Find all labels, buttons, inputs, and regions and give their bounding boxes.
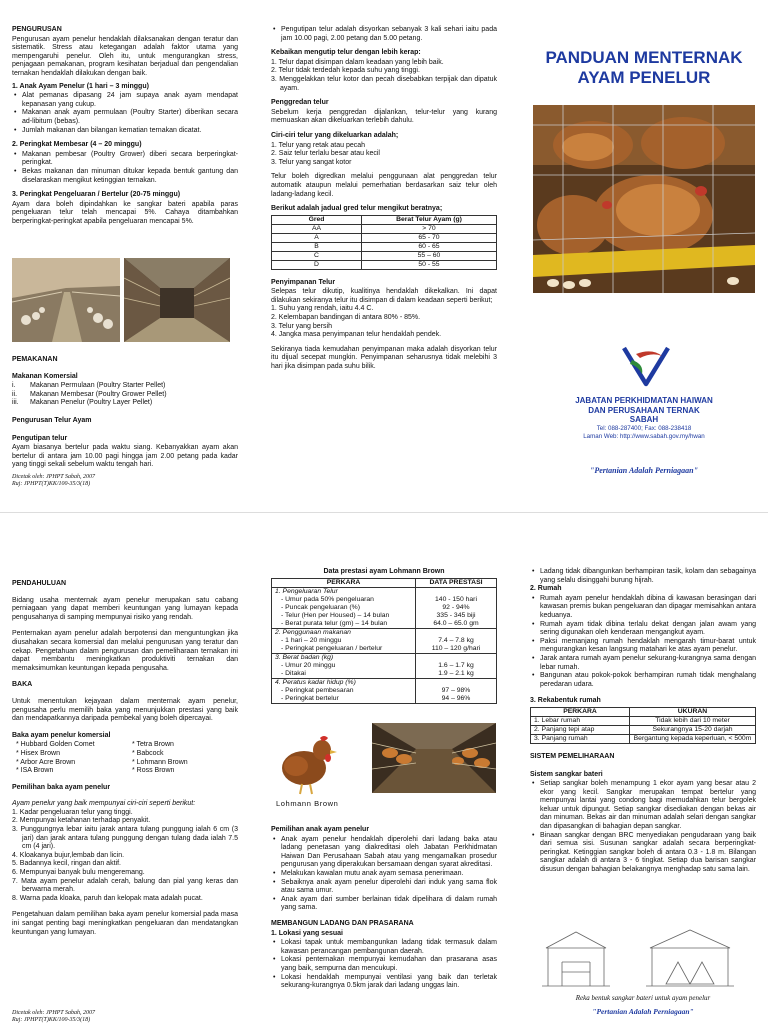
pengutipan-heading: Pengutipan telur	[12, 434, 68, 442]
table-row: 2. Penggunaan makanan - 1 hari – 20 minggu - Peringkat pengeluaran / bertelur 7.4 – 7.8 kg 110 – 120 g/hari	[272, 628, 497, 653]
list-item: * Tetra Brown	[132, 741, 174, 749]
table-row: A 65 - 70	[272, 233, 497, 242]
penggredan-text: Sebelum kerja penggredan dijalankan, telur-telur yang kurang memuaskan akan dikeluarkan terlebih dahulu.	[271, 108, 497, 125]
kebaikan-list	[271, 59, 497, 93]
cover-title	[528, 48, 760, 88]
lohmann-table-title: Data prestasi ayam Lohmann Brown	[323, 568, 445, 575]
list-item: • Lokasi tapak untuk membangunkan ladang tidak termasuk dalam kawasan perancangan pembangunan daerah.	[281, 939, 497, 956]
list-item: • Rumah ayam penelur hendaklah dibina di kawasan berasingan dari kawasan premis bukan pengeluaran dan dipagar memisahkan antara keduanya.	[540, 595, 756, 621]
list-item: • Lokasi penternakan mempunyai kemudahan dan prasarana asas yang baik, sempurna dan mencukupi.	[281, 956, 497, 973]
baka-text: Untuk menentukan kejayaan dalam menternak ayam penelur, pengusaha perlu memilih baka yang menunjukkan prestasi yang baik dan mendapatkannya daripada pembekal yang boleh dipercayai.	[12, 697, 238, 723]
table-header: Gred	[272, 215, 362, 224]
list-item: • Jarak antara rumah ayam penelur sekurang-kurangnya sama dengan lebar rumah.	[540, 655, 756, 672]
ciri-heading: Ciri-ciri telur yang dikeluarkan adalah;	[271, 131, 399, 139]
ciri-list	[271, 142, 497, 168]
cage-diagram-caption: Reka bentuk sangkar bateri untuk ayam penelur	[575, 994, 711, 1002]
list-item: • Anak ayam penelur hendaklah diperolehi dari ladang baka atau ladang penetasan yang diakreditasi oleh Jabatan Perkhidmatan Haiwan Dan Perusahaan Sabah atau yang mengamalkan prosedur pengurusan yang diperakukan bersamaan dengan syarat akreditasi.	[281, 836, 497, 870]
sekiranya-text: Sekiranya tiada kemudahan penyimpanan maka adalah disyorkan telur itu dijual secepat mungkin. Penyimpanan seharusnya tidak melebihi 3 hari jika disimpan pada suhu bilik.	[271, 345, 497, 371]
table-header: Berat Telur Ayam (g)	[362, 215, 497, 224]
list-item: 1. Kadar pengeluaran telur yang tinggi.	[12, 808, 133, 816]
table-row: 3. Panjang rumah Bergantung kepada keperluan, < 500m	[531, 734, 756, 743]
pendahuluan-heading: PENDAHULUAN	[12, 580, 67, 587]
list-item: 6. Mempunyai banyak bulu mengeremang.	[12, 869, 145, 877]
list-item: • Ladang tidak dibangunkan berhampiran tasik, kolam dan sebagainya yang selalu disinggahi burung hijrah.	[540, 568, 756, 585]
section-3-text: Ayam dara boleh dipindahkan ke sangkar bateri apabila paras pengeluaran telur telah mencapai 5%. Cahaya ditambahkan berperingkat-peringkat apabila pengeluaran mencapai 5%.	[12, 200, 238, 225]
pengetahuan-text: Pengetahuan dalam pemilihan baka ayam penelur komersial pada masa ini sangat penting bagi meningkatkan pengeluaran dan mendatangkan keuntungan yang lumayan.	[12, 911, 238, 936]
penyimpanan-text: Selepas telur dikutip, kualitinya hendaklah dikekalkan. Ini dapat dilakukan sekiranya telur itu disimpan di dalam keadaan seperti berikut;	[271, 288, 497, 304]
gred-text: Telur boleh digredkan melalui penggunaan alat penggredan telur automatik ataupun melalui pemerhatian berdasarkan saiz telur oleh ladang-ladang kecil.	[271, 173, 497, 198]
list-item: • Setiap sangkar boleh menampung 1 ekor ayam yang besar atau 2 ekor yang kecil. Sangkar merupakan tempat bertelur yang mempunyai lantai yang condong bagi memudahkan telur bergolek keluar untuk dipungut. Setiap sangkar disediakan dengan bekas air dan minuman. Bekas air dan minuman adalah selari dengan sangkar dan dipasangkan di bahagian depan sangkar.	[540, 780, 756, 832]
printed-by: Dicetak oleh: JPHPT Sabah, 2007	[12, 1010, 96, 1016]
battery-cage-photo	[124, 258, 230, 342]
list-item: 3. Punggungnya lebar iaitu jarak antara tulang punggung ialah 6 cm (3 jari) dan jarak antara tulang punggung dengan tulang dada ialah 7.5 cm (4 jari).	[12, 826, 238, 851]
sangkar-heading: Sistem sangkar bateri	[530, 770, 603, 778]
list-item: 1. Telur yang retak atau pecah	[271, 141, 366, 149]
list-item: * Lohmann Brown	[132, 758, 188, 766]
list-item: * Hisex Brown	[16, 749, 60, 757]
baka-komersial-heading: Baka ayam penelur komersial	[12, 731, 111, 739]
list-item: 1. Suhu yang rendah, iaitu 4.4 C.	[271, 305, 374, 313]
panel-bottom-right	[530, 568, 756, 875]
dvs-logo-icon	[622, 344, 670, 388]
ladang-bullet	[530, 568, 756, 585]
pendahuluan-p2: Penternakan ayam penelur adalah berpotensi dan menguntungkan jika diusahakan secara komersial dan melalui pengurusan yang teratur dan cekap. Pengetahuan dalam pengurusan dan pemeliharaan ternakan ini dapat membantu meningkatkan produktiviti ternakan dan memaksimumkan keuntungan kepada pengusaha.	[12, 630, 238, 672]
list-item: iii. Makanan Penelur (Poultry Layer Pellet)	[12, 399, 153, 407]
list-item: 2. Telur tidak terdedah kepada suhu yang tinggi.	[271, 67, 420, 75]
pemilihan-intro: Ayam penelur yang baik mempunyai ciri-ciri seperti berikut:	[12, 800, 196, 808]
list-item: 4. Kloakanya bujur,lembab dan licin.	[12, 851, 125, 859]
list-item: * ISA Brown	[16, 767, 54, 775]
table-row: C 55 – 60	[272, 251, 497, 260]
table-row: 3. Berat badan (kg) - Umur 20 minggu - Ditakai 1.6 – 1.7 kg 1.9 – 2.1 kg	[272, 653, 497, 678]
fold-divider	[0, 512, 768, 513]
panel-bottom-left-footer	[12, 1010, 238, 1024]
slogan: "Pertanian Adalah Perniagaan"	[589, 466, 699, 475]
list-item: 8. Warna pada kloaka, paruh dan kelopak mata adalah pucat.	[12, 894, 203, 902]
panel-bottom-left	[12, 576, 238, 941]
list-item: • Bangunan atau pokok-pokok berhampiran rumah tidak menghalang peredaran udara.	[540, 672, 756, 689]
rumah-list	[530, 595, 756, 690]
panel-top-left-lower	[12, 352, 238, 488]
reference-number: Ruj: JPHPT(T)KK/100-35/3(18)	[12, 1017, 91, 1023]
agency-name: JABATAN PERKHIDMATAN HAIWAN DAN PERUSAHAAN TERNAK SABAH	[575, 396, 713, 424]
battery-cage-diagram	[540, 928, 756, 988]
baka-list	[12, 741, 238, 775]
list-item: • Pengutipan telur adalah disyorkan sebanyak 3 kali sehari iaitu pada jam 10.00 pagi, 2.00 petang dan 5.00 petang.	[281, 26, 497, 43]
printed-by: Dicetak oleh: JPHPT Sabah, 2007	[12, 473, 96, 480]
panel-top-left	[12, 26, 238, 230]
section-2-heading: 2. Peringkat Membesar (4 – 20 minggu)	[12, 141, 142, 149]
panel-bottom-middle-lower	[271, 822, 497, 991]
penyimpanan-list	[271, 305, 497, 339]
table-header: UKURAN	[630, 707, 756, 716]
pengurusan-heading: PENGURUSAN	[12, 26, 62, 33]
pemilihan-list	[12, 809, 238, 904]
pemilihan-anak-heading: Pemilihan anak ayam penelur	[271, 826, 370, 833]
pengutipan-bullet	[271, 26, 497, 43]
list-item: 2. Saiz telur terlalu besar atau kecil	[271, 150, 380, 158]
lohmann-caption: Lohmann Brown	[276, 799, 339, 808]
list-item: • Melakukan kawalan mutu anak ayam semasa penerimaan.	[281, 870, 497, 879]
pemilihan-anak-list	[271, 836, 497, 913]
list-item: • Anak ayam dari sumber berlainan tidak dipelihara di dalam rumah yang sama.	[281, 896, 497, 913]
list-item: 5. Badannya kecil, ringan dan aktif.	[12, 860, 121, 868]
table-header-row	[272, 215, 497, 224]
table-row: 2. Panjang tepi atap Sekurangnya 15-20 darjah	[531, 725, 756, 734]
membangun-heading: MEMBANGUN LADANG DAN PRASARANA	[271, 919, 414, 927]
cover-hen-photo	[533, 105, 755, 293]
penyimpanan-heading: Penyimpanan Telur	[271, 278, 336, 286]
reference-number: Ruj: JPHPT(T)KK/100-35/3(18)	[12, 480, 91, 487]
list-item: * Ross Brown	[132, 767, 175, 775]
list-item: • Makanan pembesar (Poultry Grower) diberi secara berperingkat-peringkat.	[22, 151, 238, 168]
pemilihan-heading: Pemilihan baka ayam penelur	[12, 783, 111, 791]
list-item: • Bekas makanan dan minuman ditukar kepada bentuk gantung dan diselaraskan mengikut ketinggian ternakan.	[22, 168, 238, 185]
layer-house-photo	[372, 723, 496, 793]
table-row: 1. Pengeluaran Telur - Umur pada 50% pengeluaran - Puncak pengeluaran (%) - Telur (Hen per Housed) – 14 bulan - Berat purata telur (gm) – 14 bulan 140 - 150 hari 92 - 94% 335 - 345 biji 64.0 – 65.0 gm	[272, 587, 497, 628]
website: Laman Web: http://www.sabah.gov.my/hwan	[583, 432, 705, 440]
table-header-row	[272, 578, 497, 587]
title-line: PANDUAN MENTERNAK	[545, 48, 743, 67]
slogan-bottom: "Pertanian Adalah Perniagaan"	[592, 1007, 694, 1016]
list-item: * Babcock	[132, 749, 164, 757]
table-row: AA > 70	[272, 224, 497, 233]
list-item: i. Makanan Permulaan (Poultry Starter Pellet)	[12, 382, 166, 390]
list-item: 1. Telur dapat disimpan dalam keadaan yang lebih baik.	[271, 58, 444, 66]
list-item: 4. Jangka masa penyimpanan telur hendaklah pendek.	[271, 331, 442, 339]
list-item: • Paksi memanjang rumah hendaklah mengarah timur-barat untuk mengurangkan kesan langsung matahari ke atas ayam penelur.	[540, 638, 756, 655]
list-item: 3. Telur yang bersih	[271, 322, 332, 330]
section-2-list	[12, 151, 238, 185]
table-row: B 60 - 65	[272, 242, 497, 251]
list-item: • Binaan sangkar dengan BRC menyediakan pengudaraan yang baik dari semua sisi. Susunan sangkar adalah secara berperingkat-peringkat. Ketinggian sangkar boleh di antara 0.3 - 1.8 m. Bilangan sangkar adalah di antara 3 - 6 tingkat. Setiap dua barisan sangkar disusun dengan bahagian belakangnya menghadap satu sama lain.	[540, 832, 756, 875]
pengutipan-text: Ayam biasanya bertelur pada waktu siang. Kebanyakkan ayam akan bertelur di antara jam 10.00 pagi hingga jam 2.00 petang pada kadar yang tinggi sekali sebelum waktu tengah hari.	[12, 444, 238, 469]
house-design-table	[530, 707, 756, 744]
list-item: 2. Mempunyai ketahanan terhadap penyakit.	[12, 817, 151, 825]
egg-grade-table	[271, 215, 497, 270]
title-line: AYAM PENELUR	[577, 68, 711, 87]
list-item: • Alat pemanas dipasang 24 jam supaya anak ayam mendapat kepanasan yang cukup.	[22, 92, 238, 109]
list-item: * Arbor Acre Brown	[16, 758, 76, 766]
list-item: 2. Kelembapan bandingan di antara 80% - 85%.	[271, 314, 421, 322]
lokasi-heading: 1. Lokasi yang sesuai	[271, 929, 343, 937]
panel-bottom-middle	[271, 568, 497, 704]
kebaikan-heading: Kebaikan mengutip telur dengan lebih kerap:	[271, 49, 421, 57]
sangkar-list	[530, 780, 756, 875]
makanan-komersial-heading: Makanan Komersial	[12, 372, 78, 380]
poultry-house-photo-1	[12, 258, 120, 342]
agency-contact	[528, 425, 760, 440]
pendahuluan-p1: Bidang usaha menternak ayam penelur merupakan satu cabang perniagaan yang dapat memberi keuntungan yang lumayan kepada pengusahanya di samping mempunyai risiko yang rendah.	[12, 596, 238, 621]
makanan-list	[12, 382, 238, 408]
sistem-heading: SISTEM PEMELIHARAAN	[530, 752, 615, 760]
rekabentuk-heading: 3. Rekabentuk rumah	[530, 697, 601, 705]
pengurusan-telur-heading: Pengurusan Telur Ayam	[12, 416, 92, 424]
list-item: • Rumah ayam tidak dibina terlalu dekat dengan jalan awam yang sering digunakan oleh kenderaan mengangkut ayam.	[540, 621, 756, 638]
list-item: ii. Makanan Membesar (Poultry Grower Pellet)	[12, 390, 167, 398]
section-1-heading: 1. Anak Ayam Penelur (1 hari – 3 minggu)	[12, 82, 149, 90]
list-item: * Hubbard Golden Comet	[16, 741, 95, 749]
list-item: • Makanan anak ayam permulaan (Poultry Starter) diberikan secara ad-libitum (bebas).	[22, 109, 238, 126]
phone-fax: Tel: 088-287400; Fax: 088-238418	[596, 425, 692, 432]
gred-table-heading: Berikut adalah jadual gred telur mengikut beratnya;	[271, 205, 443, 213]
table-row: D 50 - 55	[272, 260, 497, 269]
lohmann-hen-photo	[274, 728, 342, 798]
table-row: 4. Peratus kadar hidup (%) - Peringkat pembesaran - Peringkat bertelur 97 – 98% 94 – 96%	[272, 678, 497, 703]
list-item: 3. Menggelakkan telur kotor dan pecah disebabkan terpijak dan dipatuk ayam.	[271, 75, 497, 92]
list-item: • Lokasi hendaklah mempunyai ventilasi yang baik dan terletak sekurang-kurangnya 0.5km jarak dari ladang unggas lain.	[281, 974, 497, 991]
table-header: PERKARA	[272, 578, 416, 587]
lohmann-performance-table	[271, 578, 497, 704]
penggredan-heading: Penggredan telur	[271, 99, 329, 107]
table-header-row	[531, 707, 756, 716]
table-header: PERKARA	[531, 707, 630, 716]
lokasi-list	[271, 939, 497, 991]
rumah-heading: 2. Rumah	[530, 585, 562, 593]
list-item: • Jumlah makanan dan bilangan kematian ternakan dicatat.	[22, 127, 238, 136]
pemakanan-heading: PEMAKANAN	[12, 356, 58, 363]
list-item: 7. Mata ayam penelur adalah cerah, balung dan pial yang keras dan berwarna merah.	[12, 877, 238, 894]
table-header: DATA PRESTASI	[416, 578, 497, 587]
baka-heading: BAKA	[12, 681, 33, 689]
list-item: 3. Telur yang sangat kotor	[271, 158, 352, 166]
panel-top-middle	[271, 26, 497, 376]
pengurusan-text: Pengurusan ayam penelur hendaklah dilaksanakan dengan teratur dan sistematik. Stress atau ketegangan adalah faktor utama yang mempengaruhi penelur. Oleh itu, untuk mengurangkan stress, penjagaan pemakanan, program kesihatan berjadual dan pengendalian ternakan hendaklah dilakukan dengan baik.	[12, 35, 238, 77]
table-row: 1. Lebar rumah Tidak lebih dari 10 meter	[531, 716, 756, 725]
section-3-heading: 3. Peringkat Pengeluaran / Bertelur (20-75 minggu)	[12, 191, 181, 199]
list-item: • Sebaiknya anak ayam penelur diperolehi dari induk yang sama flok atau sama umur.	[281, 879, 497, 896]
section-1-list	[12, 92, 238, 135]
